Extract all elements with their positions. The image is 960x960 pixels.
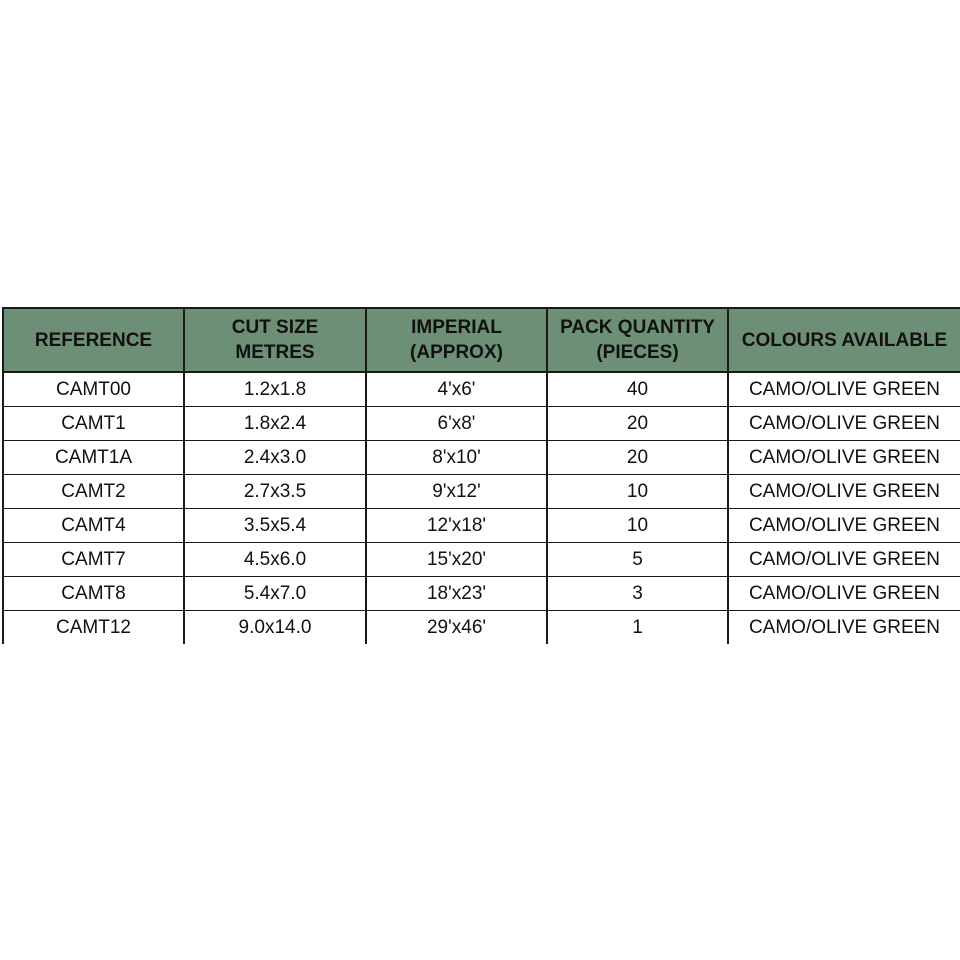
cell-colours: CAMO/OLIVE GREEN (728, 372, 960, 407)
cell-pack-quantity: 1 (547, 611, 728, 645)
table-row (3, 441, 960, 475)
cell-reference: CAMT7 (3, 543, 184, 577)
spec-table (2, 307, 960, 644)
cell-imperial: 29'x46' (366, 611, 547, 645)
cell-reference: CAMT00 (3, 372, 184, 407)
cell-pack-quantity: 5 (547, 543, 728, 577)
header-imperial: IMPERIAL (APPROX) (366, 308, 547, 372)
header-pack-quantity: PACK QUANTITY (PIECES) (547, 308, 728, 372)
cell-pack-quantity: 20 (547, 407, 728, 441)
cell-reference: CAMT12 (3, 611, 184, 645)
cell-pack-quantity: 20 (547, 441, 728, 475)
cell-cut-size: 2.7x3.5 (184, 475, 366, 509)
header-reference: REFERENCE (3, 308, 184, 372)
table-row (3, 475, 960, 509)
table-row (3, 543, 960, 577)
header-row (3, 308, 960, 372)
header-colours-available: COLOURS AVAILABLE (728, 308, 960, 372)
table-row (3, 611, 960, 645)
table-row (3, 577, 960, 611)
cell-colours: CAMO/OLIVE GREEN (728, 441, 960, 475)
cell-reference: CAMT4 (3, 509, 184, 543)
cell-reference: CAMT1 (3, 407, 184, 441)
cell-imperial: 9'x12' (366, 475, 547, 509)
cell-colours: CAMO/OLIVE GREEN (728, 543, 960, 577)
cell-reference: CAMT1A (3, 441, 184, 475)
cell-imperial: 12'x18' (366, 509, 547, 543)
cell-colours: CAMO/OLIVE GREEN (728, 509, 960, 543)
cell-cut-size: 1.8x2.4 (184, 407, 366, 441)
table-row (3, 407, 960, 441)
cell-imperial: 8'x10' (366, 441, 547, 475)
cell-colours: CAMO/OLIVE GREEN (728, 475, 960, 509)
cell-imperial: 18'x23' (366, 577, 547, 611)
cell-colours: CAMO/OLIVE GREEN (728, 407, 960, 441)
cell-pack-quantity: 10 (547, 509, 728, 543)
cell-cut-size: 2.4x3.0 (184, 441, 366, 475)
table-row (3, 509, 960, 543)
cell-imperial: 15'x20' (366, 543, 547, 577)
cell-imperial: 6'x8' (366, 407, 547, 441)
cell-cut-size: 5.4x7.0 (184, 577, 366, 611)
cell-reference: CAMT8 (3, 577, 184, 611)
cell-reference: CAMT2 (3, 475, 184, 509)
cell-cut-size: 9.0x14.0 (184, 611, 366, 645)
cell-pack-quantity: 10 (547, 475, 728, 509)
cell-colours: CAMO/OLIVE GREEN (728, 577, 960, 611)
cell-pack-quantity: 40 (547, 372, 728, 407)
spec-table-container (2, 307, 960, 655)
cell-cut-size: 1.2x1.8 (184, 372, 366, 407)
cell-cut-size: 4.5x6.0 (184, 543, 366, 577)
header-cut-size: CUT SIZE METRES (184, 308, 366, 372)
table-row (3, 372, 960, 407)
cell-pack-quantity: 3 (547, 577, 728, 611)
cell-cut-size: 3.5x5.4 (184, 509, 366, 543)
cell-colours: CAMO/OLIVE GREEN (728, 611, 960, 645)
table-body (3, 372, 960, 644)
cell-imperial: 4'x6' (366, 372, 547, 407)
